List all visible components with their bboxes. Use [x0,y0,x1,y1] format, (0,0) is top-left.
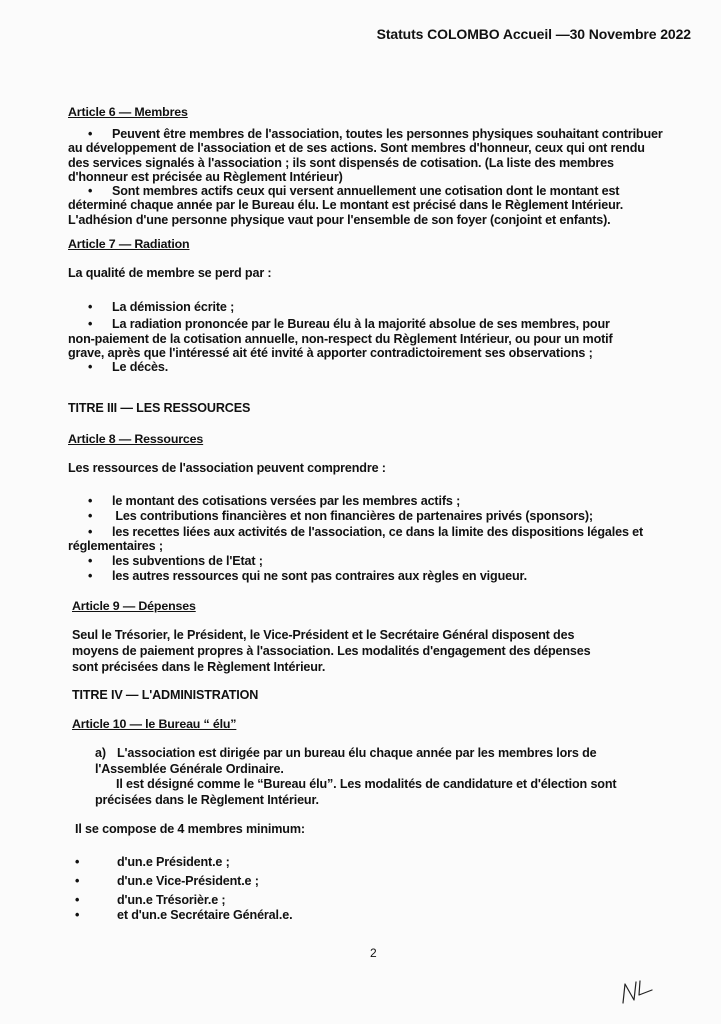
bullet-icon: • [88,569,93,584]
page-number: 2 [370,946,377,960]
titre-4-heading: TITRE IV — L'ADMINISTRATION [72,688,259,702]
member-item: • d'un.e Président.e ; [75,855,230,869]
article-8-title: Article 8 — Ressources [68,432,204,446]
article-6-bullet-1: • Peuvent être membres de l'association, toutes les personnes physiques souhaitant contribuer au développement de l'association et de ses actions. Sont membres d'honneur, ceux qui ont rendu des services signalés à l'association ; ils sont dispensés de cotisation. (La liste des membres d'honneur est précisée au Règlement Intérieur) [68,127,663,184]
bullet-icon: • [75,874,80,888]
member-item: • d'un.e Vice-Président.e ; [75,874,259,888]
article-10-members-list [75,855,575,923]
bullet-icon: • [75,908,80,922]
article-7-intro: La qualité de membre se perd par : [68,266,272,280]
bullet-icon: • [88,554,93,569]
article-8-bullet-3: • les recettes liées aux activités de l'association, ce dans la limite des dispositions légales et réglementaires ; [68,524,644,553]
bullet-icon: • [75,893,80,907]
article-7-list [68,300,718,374]
bullet-icon: • [88,509,93,524]
bullet-icon: • [88,300,93,314]
article-8-list [68,494,718,584]
article-10-item-a: a) L'association est dirigée par un bureau élu chaque année par les membres lors de l'Assemblée Générale Ordinaire. Il est désigné comme le “Bureau élu”. Les modalités de candidature et d'élection sont précisées dans le Règlement Intérieur. [95,746,617,807]
article-8-bullet-5: • les autres ressources qui ne sont pas contraires aux règles en vigueur. [68,569,718,583]
article-10-title: Article 10 — le Bureau “ élu” [72,717,237,731]
article-9-body: Seul le Trésorier, le Président, le Vice-Président et le Secrétaire Général disposent des moyens de paiement propres à l'association. Les modalités d'engagement des dépenses sont précisées dans le Règlement Intérieur. [72,628,591,674]
member-item: • et d'un.e Secrétaire Général.e. [75,908,293,922]
article-8-bullet-2: • Les contributions financières et non financières de partenaires privés (sponsors); [68,509,718,523]
article-6-title: Article 6 — Membres [68,105,188,119]
article-8-intro: Les ressources de l'association peuvent comprendre : [68,461,386,475]
article-10-compose-intro: Il se compose de 4 membres minimum: [75,822,305,836]
bullet-icon: • [88,360,93,375]
document-header: Statuts COLOMBO Accueil —30 Novembre 2022 [376,26,691,42]
article-9-title: Article 9 — Dépenses [72,599,196,613]
article-7-title: Article 7 — Radiation [68,237,190,251]
item-a-label: a) [95,746,106,760]
article-6-bullet-2: • Sont membres actifs ceux qui versent annuellement une cotisation dont le montant est déterminé chaque année par le Bureau élu. Le montant est précisé dans le Règlement Intérieur. L'adhésion d'une personne physique vaut pour l'ensemble de son foyer (conjoint et enfants). [68,184,624,227]
article-8-bullet-4: • les subventions de l'Etat ; [68,554,718,568]
article-7-bullet-2: • La radiation prononcée par le Bureau élu à la majorité absolue de ses membres, pour non-paiement de la cotisation annuelle, non-respect du Règlement Intérieur, ou pour un motif grave, après que l'intéressé ait été invité à apporter contradictoirement ses observations ; [68,317,613,360]
article-6-body [68,127,718,227]
handwritten-initials-signature [620,978,660,1006]
member-item: • d'un.e Trésorièr.e ; [75,893,226,907]
bullet-icon: • [75,855,80,869]
article-8-bullet-1: • le montant des cotisations versées par les membres actifs ; [68,494,718,508]
bullet-icon: • [88,524,93,539]
bullet-icon: • [88,317,93,332]
article-7-bullet-1: • La démission écrite ; [68,300,718,314]
bullet-icon: • [88,494,93,508]
titre-3-heading: TITRE III — LES RESSOURCES [68,401,251,415]
article-7-bullet-3: • Le décès. [68,360,718,374]
bullet-icon: • [88,184,93,199]
bullet-icon: • [88,127,93,141]
